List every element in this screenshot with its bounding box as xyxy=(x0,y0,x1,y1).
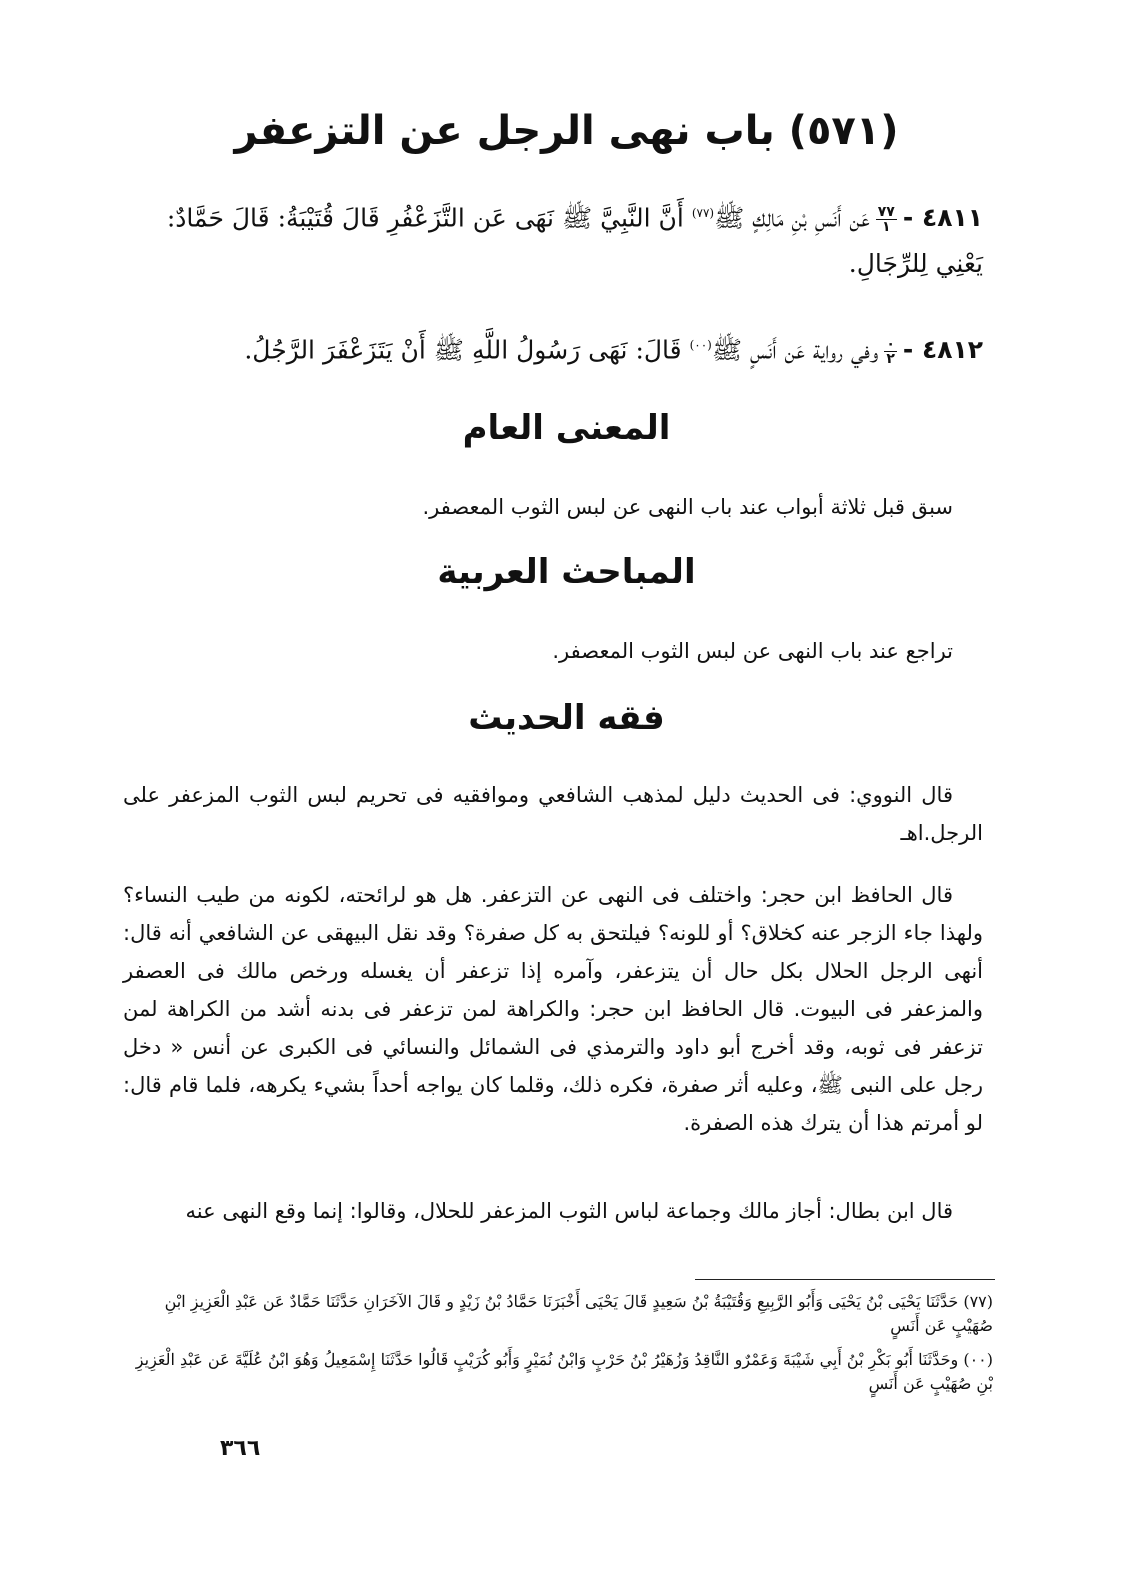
hadith-text-continued: قَالَ: نَهَى رَسُولُ اللَّهِ ﷺ أَنْ يَتَزَعْفَرَ الرَّجُلُ. xyxy=(244,335,690,365)
footnote-77: (٧٧) حَدَّثَنَا يَحْيَى بْنُ يَحْيَى وَأَبُو الرَّبِيعِ وَقُتَيْبَةُ بْنُ سَعِيدٍ قَالَ يَحْيَى أَخْبَرَنَا حَمَّادُ بْنُ زَيْدٍ و قَالَ الآخَرَانِ حَدَّثَنَا حَمَّادٌ عَن عَبْدِ الْعَزِيزِ ابْنِ صُهَيْبٍ عَن أَنَسٍ xyxy=(164,1292,993,1335)
section-heading-fiqh: فقه الحديث xyxy=(468,698,665,738)
hadith-number: ٤٨١١ - xyxy=(902,203,983,233)
footnote-00: (٠٠) وحَدَّثَنَا أَبُو بَكْرِ بْنُ أَبِي شَيْبَةَ وَعَمْرٌو النَّاقِدُ وَزُهَيْرُ بْنُ حَرْبٍ وَابْنُ نُمَيْرٍ وَأَبُو كُرَيْبٍ قَالُوا حَدَّثَنَا إِسْمَعِيلُ وَهُوَ ابْنُ عُلَيَّةَ عَن عَبْدِ الْعَزِيزِ بْنِ صُهَيْبٍ عَن أَنَسٍ xyxy=(135,1350,993,1393)
hadith-4812 xyxy=(123,322,983,373)
fraction-bottom: ٢ xyxy=(886,351,895,368)
section-heading-general-meaning: المعنى العام xyxy=(462,408,671,448)
paragraph-fiqh-nawawi: قال النووي: فى الحديث دليل لمذهب الشافعي وموافقيه فى تحريم لبس الثوب المزعفر على الرجل.اهـ xyxy=(123,783,983,845)
fraction-bottom: ١ xyxy=(882,219,891,236)
footnote-ref: (٠٠) xyxy=(689,338,712,352)
footnote-divider xyxy=(695,1279,995,1280)
chapter-title: (٥٧١) باب نهى الرجل عن التزعفر xyxy=(234,108,899,154)
paragraph-fiqh-ibn-battal: قال ابن بطال: أجاز مالك وجماعة لباس الثوب المزعفر للحلال، وقالوا: إنما وقع النهى عنه xyxy=(185,1199,953,1223)
page-number: ٣٦٦ xyxy=(220,1436,261,1461)
hadith-text: عَن أَنَسِ بْنِ مَالِكٍ ﷺ xyxy=(714,203,870,233)
hadith-fraction xyxy=(876,205,897,234)
paragraph-fiqh-ibn-hajar: قال الحافظ ابن حجر: واختلف فى النهى عن التزعفر. هل هو لرائحته، لكونه من طيب النساء؟ ولهذا جاء الزجر عنه كخلاق؟ أو للونه؟ فيلتحق به كل صفرة؟ وقد نقل البيهقى عن الشافعي أنه قال: أنهى الرجل الحلال بكل حال أن يتزعفر، وآمره إذا تزعفر أن يغسله ورخص مالك فى العصفر والمزعفر فى البيوت. قال الحافظ ابن حجر: والكراهة لمن تزعفر فى بدنه أشد من الكراهة لمن تزعفر فى ثوبه، وقد أخرج أبو داود والترمذي فى الشمائل والنسائي فى الكبرى عن أنس « دخل رجل على النبى ﷺ، وعليه أثر صفرة، فكره ذلك، وقلما كان يواجه أحداً بشيء يكرهه، فلما قام قال: لو أمرتم هذا أن يترك هذه الصفرة. xyxy=(123,883,983,1135)
fraction-top: ٧٧ xyxy=(877,204,895,221)
paragraph-general-meaning: سبق قبل ثلاثة أبواب عند باب النهى عن لبس الثوب المعصفر. xyxy=(422,495,953,519)
hadith-number: ٤٨١٢ - xyxy=(902,335,983,365)
fraction-top: ٠ xyxy=(886,336,895,353)
hadith-text: وفي رواية عَن أَنَسٍ ﷺ xyxy=(711,335,879,365)
hadith-4811 xyxy=(123,190,983,287)
hadith-text-continued: أَنَّ النَّبِيَّ ﷺ نَهَى عَن التَّزَعْفُرِ قَالَ قُتَيْبَةُ: قَالَ حَمَّادٌ: يَعْنِي لِلرِّجَالِ. xyxy=(166,203,983,279)
hadith-fraction xyxy=(884,337,897,366)
paragraph-arabic-topics: تراجع عند باب النهى عن لبس الثوب المعصفر. xyxy=(552,639,953,663)
section-heading-arabic-topics: المباحث العربية xyxy=(437,552,696,592)
footnote-ref: (٧٧) xyxy=(691,206,715,220)
